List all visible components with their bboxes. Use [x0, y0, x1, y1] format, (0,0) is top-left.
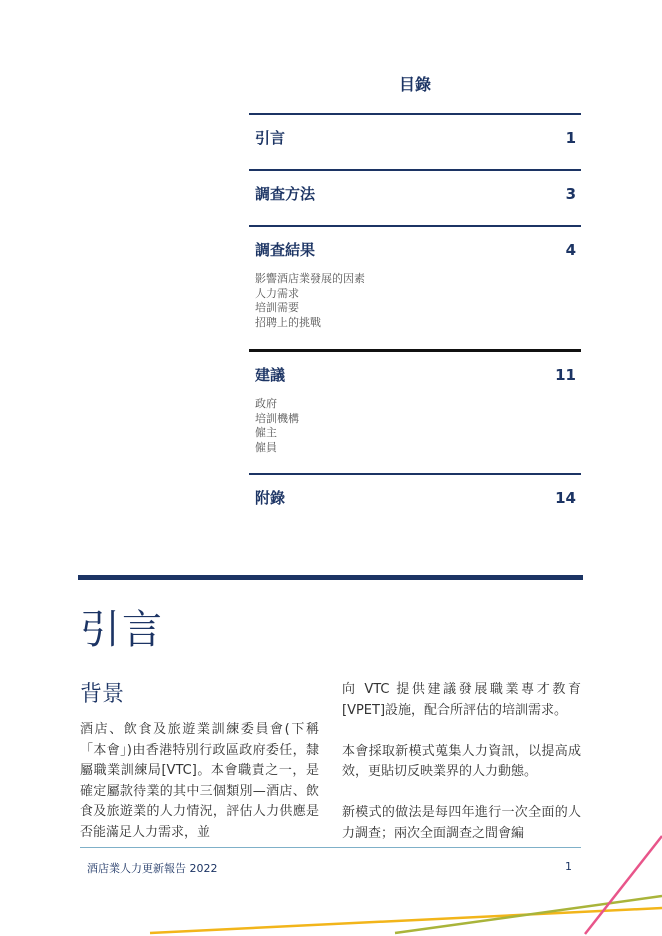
deco-line-olive — [395, 896, 662, 933]
toc-subentry[interactable]: 僱主 — [255, 426, 277, 439]
footer-report-name: 酒店業人力更新報告 2022 — [87, 862, 218, 875]
deco-line-pink — [585, 836, 662, 934]
toc-entry-header — [249, 127, 581, 148]
toc-entry-page: 14 — [555, 488, 576, 507]
section-divider — [78, 575, 583, 580]
toc-entry[interactable] — [249, 473, 581, 508]
toc-subentry[interactable]: 培訓需要 — [255, 301, 299, 314]
toc-subentries — [249, 272, 581, 330]
deco-line-yellow — [150, 908, 662, 933]
toc-entry-header — [249, 183, 581, 204]
toc-subentry[interactable]: 培訓機構 — [255, 411, 299, 425]
toc-entry-label: 引言 — [255, 129, 286, 147]
toc-subentry[interactable]: 招聘上的挑戰 — [255, 315, 321, 329]
toc-entry-label: 調查方法 — [255, 185, 316, 203]
body-paragraph: 新模式的做法是每四年進行一次全面的人力調查；兩次全面調查之間會編 — [342, 805, 581, 841]
body-paragraph: 向 VTC 提供建議發展職業專才教育[VPET]設施，配合所評估的培訓需求。 — [342, 682, 581, 718]
toc-entry[interactable] — [249, 113, 581, 148]
toc-entry-label: 附錄 — [255, 489, 286, 507]
footer-page-number: 1 — [565, 860, 572, 873]
toc-entry-page: 1 — [565, 128, 576, 147]
toc-entry-header — [249, 487, 581, 508]
body-paragraph: 酒店、飲食及旅遊業訓練委員會(下稱「本會」)由香港特別行政區政府委任，隸屬職業訓練局[VTC]。本會職責之一，是確定屬款待業的其中三個類別—酒店、飲食及旅遊業的人力情況，評估人力供應是否能滿足人力需求，並 — [80, 722, 319, 840]
toc-subentry[interactable]: 政府 — [255, 397, 277, 410]
toc-entry-label: 調查結果 — [255, 241, 316, 259]
section-title: 引言 — [80, 607, 164, 653]
toc-subentry[interactable]: 僱員 — [255, 440, 277, 454]
toc-entry-page: 3 — [565, 184, 576, 203]
toc-entry-header — [249, 364, 581, 385]
section-subheading: 背景 — [80, 682, 125, 707]
toc-entry[interactable] — [249, 349, 581, 455]
toc-entry-page: 4 — [565, 240, 576, 259]
toc-title: 目錄 — [398, 75, 431, 94]
toc-entry-page: 11 — [555, 365, 576, 384]
toc-subentry[interactable]: 影響酒店業發展的因素 — [255, 272, 365, 285]
toc-subentry[interactable]: 人力需求 — [255, 286, 299, 300]
toc-entry[interactable] — [249, 225, 581, 330]
toc-entry-header — [249, 239, 581, 260]
body-paragraph: 本會採取新模式蒐集人力資訊，以提高成效，更貼切反映業界的人力動態。 — [342, 743, 581, 779]
toc-subentries — [249, 397, 581, 455]
toc-entry[interactable] — [249, 169, 581, 204]
toc-entry-label: 建議 — [255, 366, 286, 384]
decorative-lines — [0, 820, 662, 936]
